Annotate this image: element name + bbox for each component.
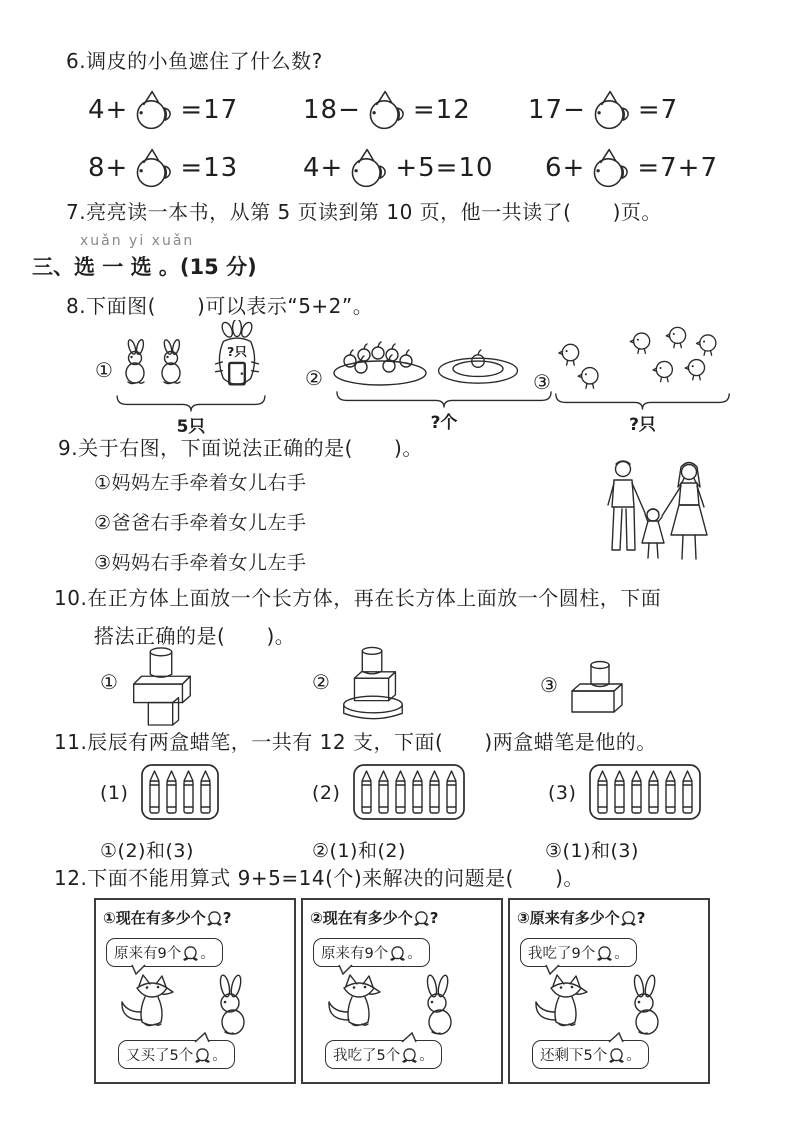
q11-answer-option-1: ①(2)和(3)	[100, 840, 194, 862]
fox-and-rabbit-icon	[522, 970, 694, 1036]
equation-left: 17−	[528, 95, 586, 125]
fish-icon	[589, 88, 635, 132]
shape-stack-icon	[122, 643, 200, 729]
section-title: 三、选 一 选 。(15 分)	[32, 255, 257, 279]
q8-option2-label: ?个	[430, 413, 458, 433]
q12-card-3	[508, 898, 710, 1084]
q12-card-2	[301, 898, 503, 1084]
peach-icon	[402, 1047, 417, 1063]
period: 。	[419, 1048, 434, 1064]
fish-icon	[131, 88, 177, 132]
q12-card1-question	[103, 907, 231, 928]
fish-icon	[588, 146, 634, 190]
q8-option3-index: ③	[533, 370, 551, 394]
q10-text-line1: 10.在正方体上面放一个长方体，再在长方体上面放一个圆柱，下面	[54, 586, 662, 610]
crayon-box-icon	[588, 760, 702, 822]
q6-equation-1	[88, 88, 238, 132]
q12-card3-rabbit-bubble	[532, 1040, 649, 1069]
peach-icon	[621, 910, 636, 926]
q10-option3-index: ③	[540, 673, 558, 697]
q12-text: 12.下面不能用算式 9+5=14(个)来解决的问题是( )。	[54, 866, 584, 890]
chick-icon	[552, 340, 614, 396]
period: 。	[212, 1048, 227, 1064]
question-text: ③原来有多少个	[517, 909, 620, 927]
q8-option1-index: ①	[95, 358, 113, 382]
carrot-house-label: ?只	[227, 344, 247, 360]
q9-option-3: ③妈妈右手牵着女儿左手	[94, 552, 307, 574]
crayon-box-icon	[140, 760, 220, 822]
chick-icon	[614, 325, 726, 395]
equation-left: 4+	[303, 153, 344, 183]
q8-option1-label: 5只	[176, 417, 206, 437]
q11-text: 11.辰辰有两盒蜡笔，一共有 12 支，下面( )两盒蜡笔是他的。	[54, 730, 657, 754]
q6-equation-3	[528, 88, 678, 132]
peach-icon	[597, 945, 612, 961]
q6-title: 6.调皮的小鱼遮住了什么数?	[66, 49, 323, 73]
q12-card2-question	[310, 907, 438, 928]
question-mark: ?	[222, 908, 232, 927]
underbrace-icon	[330, 390, 558, 408]
q6-equation-5	[303, 146, 494, 190]
fox-speech: 我吃了9个	[528, 946, 596, 962]
peach-icon	[414, 910, 429, 926]
q12-card-1	[94, 898, 296, 1084]
q11-answer-option-3: ③(1)和(3)	[545, 840, 639, 862]
peach-icon	[183, 945, 198, 961]
rabbit-speech: 又买了5个	[126, 1048, 194, 1064]
q8-option2-index: ②	[305, 366, 323, 390]
rabbit-icon	[118, 338, 188, 386]
fox-and-rabbit-icon	[108, 970, 280, 1036]
question-text: ①现在有多少个	[103, 909, 206, 927]
q8-option3-label: ?只	[629, 415, 656, 435]
shape-stack-icon	[562, 658, 632, 720]
q11-box3-label: (3)	[548, 782, 577, 804]
rabbit-speech: 还剩下5个	[540, 1048, 608, 1064]
equation-left: 4+	[88, 95, 129, 125]
q12-card3-question	[517, 907, 645, 928]
peach-icon	[195, 1047, 210, 1063]
underbrace-icon	[550, 392, 735, 410]
peach-icon	[207, 910, 222, 926]
apple-plate-icon	[434, 338, 522, 388]
section-pinyin: xuǎn yi xuǎn	[80, 233, 195, 249]
q12-card1-fox-bubble	[106, 938, 223, 967]
q9-text: 9.关于右图，下面说法正确的是( )。	[58, 436, 423, 460]
q6-equation-2	[303, 88, 471, 132]
equation-right: +5=10	[395, 153, 494, 183]
q6-equation-4	[88, 146, 238, 190]
period: 。	[407, 946, 422, 962]
shape-stack-icon	[334, 643, 412, 729]
peach-icon	[609, 1047, 624, 1063]
family-illustration	[598, 455, 716, 577]
q7-text: 7.亮亮读一本书，从第 5 页读到第 10 页，他一共读了( )页。	[66, 200, 662, 224]
q10-option1-index: ①	[100, 670, 118, 694]
period: 。	[200, 946, 215, 962]
fish-icon	[346, 146, 392, 190]
q11-answer-option-2: ②(1)和(2)	[312, 840, 406, 862]
rabbit-speech: 我吃了5个	[333, 1048, 401, 1064]
speech-tail	[194, 1032, 210, 1042]
question-text: ②现在有多少个	[310, 909, 413, 927]
apple-plate-icon	[330, 330, 430, 388]
carrot-house-icon	[208, 320, 266, 398]
fox-speech: 原来有9个	[321, 946, 389, 962]
question-mark: ?	[429, 908, 439, 927]
speech-tail	[401, 1032, 417, 1042]
peach-icon	[390, 945, 405, 961]
q9-option-1: ①妈妈左手牵着女儿右手	[94, 472, 307, 494]
equation-right: =7	[637, 95, 679, 125]
equation-left: 18−	[303, 95, 361, 125]
equation-right: =13	[180, 153, 239, 183]
q10-text-line2: 搭法正确的是( )。	[94, 624, 296, 648]
equation-right: =7+7	[637, 153, 718, 183]
q9-option-2: ②爸爸右手牵着女儿左手	[94, 512, 307, 534]
q12-card2-rabbit-bubble	[325, 1040, 442, 1069]
q10-option2-index: ②	[312, 670, 330, 694]
fox-and-rabbit-icon	[315, 970, 487, 1036]
equation-right: =17	[180, 95, 239, 125]
question-mark: ?	[636, 908, 646, 927]
q12-card1-rabbit-bubble	[118, 1040, 235, 1069]
q11-box2-label: (2)	[312, 782, 341, 804]
period: 。	[614, 946, 629, 962]
equation-left: 8+	[88, 153, 129, 183]
speech-tail	[608, 1032, 624, 1042]
q11-box1-label: (1)	[100, 782, 129, 804]
equation-left: 6+	[545, 153, 586, 183]
crayon-box-icon	[352, 760, 466, 822]
underbrace-icon	[112, 394, 270, 412]
q12-card3-fox-bubble	[520, 938, 637, 967]
fox-speech: 原来有9个	[114, 946, 182, 962]
fish-icon	[131, 146, 177, 190]
q8-text: 8.下面图( )可以表示“5+2”。	[66, 294, 374, 318]
fish-icon	[364, 88, 410, 132]
equation-right: =12	[412, 95, 471, 125]
q6-equation-6	[545, 146, 718, 190]
q12-card2-fox-bubble	[313, 938, 430, 967]
period: 。	[626, 1048, 641, 1064]
